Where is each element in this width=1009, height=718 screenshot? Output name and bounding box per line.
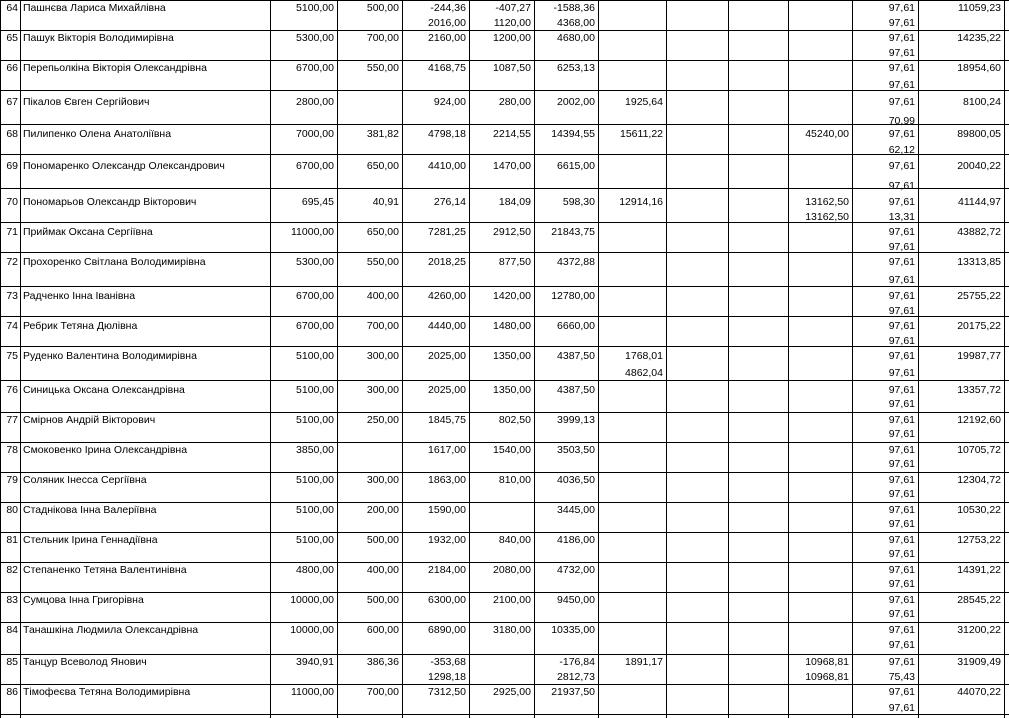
cell-col-5[interactable]: 4410,00 — [428, 160, 466, 172]
cell-col-3[interactable]: 3850,00 — [296, 444, 334, 456]
cell-employee-name[interactable]: Сумцова Інна Григорівна — [23, 594, 144, 606]
cell-col-7[interactable]: 4036,50 — [557, 474, 595, 486]
cell-row-number[interactable]: 82 — [6, 564, 18, 576]
cell-col-3[interactable]: 6700,00 — [296, 62, 334, 74]
cell-row-number[interactable]: 67 — [6, 96, 18, 108]
cell-employee-name[interactable]: Смірнов Андрій Вікторович — [23, 414, 156, 426]
cell-employee-name[interactable]: Стельник Ірина Геннадіївна — [23, 534, 158, 546]
subcell-col-12[interactable]: 97,61 — [888, 488, 915, 500]
cell-col-5[interactable]: 4260,00 — [428, 290, 466, 302]
cell-col-5[interactable]: 4440,00 — [428, 320, 466, 332]
cell-col-4[interactable]: 600,00 — [366, 624, 399, 636]
cell-col-5[interactable]: 1932,00 — [428, 534, 466, 546]
cell-col-4[interactable]: 650,00 — [366, 226, 399, 238]
cell-col-7[interactable]: 10335,00 — [551, 624, 595, 636]
cell-employee-name[interactable]: Ребрик Тетяна Дюлівна — [23, 320, 138, 332]
cell-employee-name[interactable]: Пономарьов Олександр Вікторович — [23, 196, 197, 208]
cell-col-4[interactable]: 700,00 — [366, 32, 399, 44]
row-gridline — [0, 472, 1009, 473]
cell-col-7[interactable]: 3503,50 — [557, 444, 595, 456]
cell-col-4[interactable]: 700,00 — [366, 686, 399, 698]
cell-row-number[interactable]: 71 — [6, 226, 18, 238]
cell-col-4[interactable]: 300,00 — [366, 384, 399, 396]
cell-col-6[interactable]: 877,50 — [498, 256, 531, 268]
cell-col-8[interactable]: 12914,16 — [619, 196, 663, 208]
cell-col-12[interactable]: 97,61 — [888, 96, 915, 108]
cell-employee-name[interactable]: Смоковенко Ірина Олександрівна — [23, 444, 188, 456]
cell-row-number[interactable]: 74 — [6, 320, 18, 332]
cell-col-6[interactable]: 1350,00 — [493, 350, 531, 362]
cell-col-6[interactable]: 1470,00 — [493, 160, 531, 172]
cell-col-13-total[interactable]: 12753,22 — [957, 534, 1001, 546]
subcell-col-12[interactable]: 97,61 — [888, 367, 915, 379]
cell-col-11[interactable]: 10968,81 — [805, 656, 849, 668]
subcell-col-12[interactable]: 62,12 — [888, 144, 915, 156]
cell-col-3[interactable]: 695,45 — [301, 196, 334, 208]
cell-col-4[interactable]: 500,00 — [366, 2, 399, 14]
cell-row-number[interactable]: 70 — [6, 196, 18, 208]
subcell-col-12[interactable]: 97,61 — [888, 274, 915, 286]
cell-col-6[interactable]: 1200,00 — [493, 32, 531, 44]
cell-col-3[interactable]: 5100,00 — [296, 384, 334, 396]
cell-col-12[interactable]: 97,61 — [888, 128, 915, 140]
cell-col-7[interactable]: -1588,36 — [553, 2, 595, 14]
cell-col-13-total[interactable]: 19987,77 — [957, 350, 1001, 362]
cell-col-7[interactable]: 9450,00 — [557, 594, 595, 606]
cell-col-13-total[interactable]: 8100,24 — [963, 96, 1001, 108]
cell-col-11[interactable]: 13162,50 — [805, 196, 849, 208]
cell-col-7[interactable]: 2002,00 — [557, 96, 595, 108]
cell-col-4[interactable]: 500,00 — [366, 594, 399, 606]
cell-col-6[interactable]: 3180,00 — [493, 624, 531, 636]
subcell-col-12[interactable]: 97,61 — [888, 305, 915, 317]
cell-col-3[interactable]: 6700,00 — [296, 320, 334, 332]
cell-col-13-total[interactable]: 31200,22 — [957, 624, 1001, 636]
subcell-col-12[interactable]: 97,61 — [888, 398, 915, 410]
subcell-col-12[interactable]: 97,61 — [888, 241, 915, 253]
cell-col-5[interactable]: 924,00 — [433, 96, 466, 108]
cell-employee-name[interactable]: Стаднікова Інна Валеріївна — [23, 504, 157, 516]
subcell-col-12[interactable]: 97,61 — [888, 335, 915, 347]
cell-employee-name[interactable]: Перепьолкіна Вікторія Олександрівна — [23, 62, 207, 74]
cell-col-3[interactable]: 4800,00 — [296, 564, 334, 576]
subcell-col-12[interactable]: 97,61 — [888, 608, 915, 620]
row-gridline — [0, 412, 1009, 413]
column-gridline — [728, 0, 729, 718]
cell-col-3[interactable]: 10000,00 — [290, 594, 334, 606]
cell-col-5[interactable]: -353,68 — [430, 656, 466, 668]
row-gridline — [0, 532, 1009, 533]
cell-col-5[interactable]: 2025,00 — [428, 350, 466, 362]
cell-col-7[interactable]: 12780,00 — [551, 290, 595, 302]
cell-col-7[interactable]: 4680,00 — [557, 32, 595, 44]
cell-employee-name[interactable]: Соляник Інесса Сергіївна — [23, 474, 147, 486]
cell-col-8[interactable]: 1891,17 — [625, 656, 663, 668]
cell-row-number[interactable]: 66 — [6, 62, 18, 74]
cell-col-5[interactable]: 7281,25 — [428, 226, 466, 238]
row-gridline — [0, 714, 1009, 715]
subcell-col-12[interactable]: 97,61 — [888, 578, 915, 590]
cell-col-6[interactable]: 184,09 — [498, 196, 531, 208]
cell-col-3[interactable]: 5100,00 — [296, 504, 334, 516]
cell-col-13-total[interactable]: 13357,72 — [957, 384, 1001, 396]
cell-col-13-total[interactable]: 12192,60 — [957, 414, 1001, 426]
cell-col-7[interactable]: 21843,75 — [551, 226, 595, 238]
cell-col-13-total[interactable]: 20175,22 — [957, 320, 1001, 332]
cell-row-number[interactable]: 83 — [6, 594, 18, 606]
row-gridline — [0, 286, 1009, 287]
row-gridline — [0, 442, 1009, 443]
subcell-col-12[interactable]: 97,61 — [888, 518, 915, 530]
cell-col-4[interactable]: 650,00 — [366, 160, 399, 172]
cell-col-6[interactable]: 840,00 — [498, 534, 531, 546]
cell-col-6[interactable]: 2925,00 — [493, 686, 531, 698]
cell-col-3[interactable]: 5100,00 — [296, 534, 334, 546]
cell-col-6[interactable]: 1540,00 — [493, 444, 531, 456]
subcell-col-5[interactable]: 2016,00 — [428, 17, 466, 29]
cell-col-7[interactable]: 6615,00 — [557, 160, 595, 172]
cell-col-3[interactable]: 5100,00 — [296, 414, 334, 426]
cell-col-4[interactable]: 500,00 — [366, 534, 399, 546]
cell-row-number[interactable]: 81 — [6, 534, 18, 546]
cell-col-6[interactable]: 280,00 — [498, 96, 531, 108]
cell-row-number[interactable]: 72 — [6, 256, 18, 268]
cell-col-7[interactable]: 6253,13 — [557, 62, 595, 74]
cell-col-6[interactable]: 2100,00 — [493, 594, 531, 606]
cell-employee-name[interactable]: Танашкіна Людмила Олександрівна — [23, 624, 199, 636]
cell-col-3[interactable]: 10000,00 — [290, 624, 334, 636]
cell-col-8[interactable]: 15611,22 — [619, 128, 663, 140]
cell-col-5[interactable]: 276,14 — [433, 196, 466, 208]
cell-col-6[interactable]: 802,50 — [498, 414, 531, 426]
cell-col-12[interactable]: 97,61 — [888, 534, 915, 546]
cell-col-13-total[interactable]: 18954,60 — [957, 62, 1001, 74]
cell-col-12[interactable]: 97,61 — [888, 160, 915, 172]
subcell-col-6[interactable]: 1120,00 — [493, 17, 531, 29]
cell-col-13-total[interactable]: 44070,22 — [957, 686, 1001, 698]
cell-col-4[interactable]: 300,00 — [366, 474, 399, 486]
cell-col-13-total[interactable]: 31909,49 — [957, 656, 1001, 668]
cell-col-12[interactable]: 97,61 — [888, 226, 915, 238]
cell-col-3[interactable]: 3940,91 — [296, 656, 334, 668]
subcell-col-7[interactable]: 2812,73 — [557, 671, 595, 683]
cell-col-3[interactable]: 6700,00 — [296, 290, 334, 302]
cell-col-7[interactable]: 4372,88 — [557, 256, 595, 268]
cell-col-8[interactable]: 1768,01 — [625, 350, 663, 362]
cell-col-13-total[interactable]: 28545,22 — [957, 594, 1001, 606]
subcell-col-7[interactable]: 4368,00 — [557, 17, 595, 29]
cell-col-13-total[interactable]: 89800,05 — [957, 128, 1001, 140]
cell-row-number[interactable]: 85 — [6, 656, 18, 668]
cell-col-3[interactable]: 11000,00 — [290, 686, 334, 698]
cell-employee-name[interactable]: Радченко Інна Іванівна — [23, 290, 136, 302]
cell-employee-name[interactable]: Руденко Валентина Володимирівна — [23, 350, 197, 362]
cell-row-number[interactable]: 68 — [6, 128, 18, 140]
cell-employee-name[interactable]: Пашнєва Лариса Михайлівна — [23, 2, 166, 14]
cell-col-13-total[interactable]: 25755,22 — [957, 290, 1001, 302]
row-gridline — [0, 60, 1009, 61]
cell-col-13-total[interactable]: 14235,22 — [957, 32, 1001, 44]
cell-col-6[interactable]: 810,00 — [498, 474, 531, 486]
cell-employee-name[interactable]: Синицька Оксана Олександрівна — [23, 384, 185, 396]
cell-col-5[interactable]: 6300,00 — [428, 594, 466, 606]
cell-col-6[interactable]: 1480,00 — [493, 320, 531, 332]
cell-employee-name[interactable]: Танцур Всеволод Янович — [23, 656, 147, 668]
cell-col-4[interactable]: 250,00 — [366, 414, 399, 426]
cell-row-number[interactable]: 73 — [6, 290, 18, 302]
row-gridline — [0, 592, 1009, 593]
cell-col-13-total[interactable]: 20040,22 — [957, 160, 1001, 172]
subcell-col-12[interactable]: 75,43 — [888, 671, 915, 683]
cell-row-number[interactable]: 76 — [6, 384, 18, 396]
cell-col-13-total[interactable]: 11059,23 — [957, 2, 1001, 14]
row-gridline — [0, 502, 1009, 503]
cell-col-7[interactable]: 4387,50 — [557, 350, 595, 362]
row-gridline — [0, 684, 1009, 685]
cell-row-number[interactable]: 86 — [6, 686, 18, 698]
row-gridline — [0, 0, 1009, 1]
cell-col-4[interactable]: 40,91 — [372, 196, 399, 208]
row-gridline — [0, 622, 1009, 623]
cell-col-13-total[interactable]: 41144,97 — [957, 196, 1001, 208]
cell-col-13-total[interactable]: 10705,72 — [957, 444, 1001, 456]
cell-row-number[interactable]: 84 — [6, 624, 18, 636]
cell-col-12[interactable]: 97,61 — [888, 62, 915, 74]
cell-col-13-total[interactable]: 13313,85 — [957, 256, 1001, 268]
cell-col-5[interactable]: 1590,00 — [428, 504, 466, 516]
cell-col-6[interactable]: 1350,00 — [493, 384, 531, 396]
row-gridline — [0, 654, 1009, 655]
cell-col-12[interactable]: 97,61 — [888, 564, 915, 576]
cell-row-number[interactable]: 78 — [6, 444, 18, 456]
cell-col-12[interactable]: 97,61 — [888, 624, 915, 636]
column-gridline — [788, 0, 789, 718]
cell-row-number[interactable]: 69 — [6, 160, 18, 172]
cell-col-3[interactable]: 5100,00 — [296, 350, 334, 362]
cell-col-3[interactable]: 5300,00 — [296, 32, 334, 44]
cell-row-number[interactable]: 75 — [6, 350, 18, 362]
subcell-col-11[interactable]: 13162,50 — [805, 211, 849, 223]
cell-col-5[interactable]: 1845,75 — [428, 414, 466, 426]
subcell-col-8[interactable]: 4862,04 — [625, 367, 663, 379]
subcell-col-12[interactable]: 97,61 — [888, 79, 915, 91]
cell-col-12[interactable]: 97,61 — [888, 320, 915, 332]
cell-col-3[interactable]: 2800,00 — [296, 96, 334, 108]
cell-row-number[interactable]: 79 — [6, 474, 18, 486]
cell-col-5[interactable]: 4798,18 — [428, 128, 466, 140]
cell-col-12[interactable]: 97,61 — [888, 2, 915, 14]
cell-col-3[interactable]: 11000,00 — [290, 226, 334, 238]
cell-col-7[interactable]: 14394,55 — [551, 128, 595, 140]
cell-col-5[interactable]: 4168,75 — [428, 62, 466, 74]
cell-employee-name[interactable]: Пікалов Євген Сергійович — [23, 96, 150, 108]
cell-col-11[interactable]: 45240,00 — [805, 128, 849, 140]
cell-row-number[interactable]: 77 — [6, 414, 18, 426]
cell-col-12[interactable]: 97,61 — [888, 384, 915, 396]
cell-col-12[interactable]: 97,61 — [888, 444, 915, 456]
cell-col-7[interactable]: 3445,00 — [557, 504, 595, 516]
cell-col-5[interactable]: 2184,00 — [428, 564, 466, 576]
cell-col-4[interactable]: 400,00 — [366, 564, 399, 576]
cell-employee-name[interactable]: Пашук Вікторія Володимирівна — [23, 32, 174, 44]
subcell-col-12[interactable]: 97,61 — [888, 428, 915, 440]
cell-col-12[interactable]: 97,61 — [888, 32, 915, 44]
cell-col-3[interactable]: 7000,00 — [296, 128, 334, 140]
cell-col-7[interactable]: 598,30 — [562, 196, 595, 208]
cell-row-number[interactable]: 80 — [6, 504, 18, 516]
subcell-col-12[interactable]: 97,61 — [888, 458, 915, 470]
cell-col-13-total[interactable]: 10530,22 — [957, 504, 1001, 516]
cell-col-7[interactable]: 3999,13 — [557, 414, 595, 426]
subcell-col-12[interactable]: 97,61 — [888, 180, 915, 192]
cell-employee-name[interactable]: Прохоренко Світлана Володимирівна — [23, 256, 206, 268]
cell-employee-name[interactable]: Пилипенко Олена Анатоліївна — [23, 128, 172, 140]
cell-col-12[interactable]: 97,61 — [888, 350, 915, 362]
cell-employee-name[interactable]: Пономаренко Олександр Олександрович — [23, 160, 225, 172]
cell-col-6[interactable]: 1087,50 — [493, 62, 531, 74]
cell-col-5[interactable]: -244,36 — [430, 2, 466, 14]
subcell-col-12[interactable]: 97,61 — [888, 17, 915, 29]
row-gridline — [0, 30, 1009, 31]
cell-col-12[interactable]: 97,61 — [888, 594, 915, 606]
cell-employee-name[interactable]: Степаненко Тетяна Валентинівна — [23, 564, 187, 576]
cell-col-5[interactable]: 2160,00 — [428, 32, 466, 44]
cell-col-8[interactable]: 1925,64 — [625, 96, 663, 108]
row-gridline — [0, 380, 1009, 381]
cell-col-7[interactable]: 4732,00 — [557, 564, 595, 576]
cell-col-13-total[interactable]: 14391,22 — [957, 564, 1001, 576]
cell-col-12[interactable]: 97,61 — [888, 290, 915, 302]
cell-col-4[interactable]: 550,00 — [366, 256, 399, 268]
cell-col-4[interactable]: 700,00 — [366, 320, 399, 332]
cell-col-12[interactable]: 97,61 — [888, 474, 915, 486]
cell-col-5[interactable]: 1863,00 — [428, 474, 466, 486]
cell-col-13-total[interactable]: 43882,72 — [957, 226, 1001, 238]
cell-employee-name[interactable]: Тімофеєва Тетяна Володимирівна — [23, 686, 191, 698]
cell-col-12[interactable]: 97,61 — [888, 656, 915, 668]
cell-col-4[interactable]: 381,82 — [366, 128, 399, 140]
cell-col-12[interactable]: 97,61 — [888, 686, 915, 698]
cell-col-13-total[interactable]: 12304,72 — [957, 474, 1001, 486]
cell-col-6[interactable]: 1420,00 — [493, 290, 531, 302]
cell-col-4[interactable]: 550,00 — [366, 62, 399, 74]
cell-col-5[interactable]: 1617,00 — [428, 444, 466, 456]
cell-col-6[interactable]: -407,27 — [495, 2, 531, 14]
cell-col-6[interactable]: 2214,55 — [493, 128, 531, 140]
cell-col-4[interactable]: 386,36 — [366, 656, 399, 668]
row-gridline — [0, 562, 1009, 563]
cell-col-6[interactable]: 2912,50 — [493, 226, 531, 238]
cell-col-4[interactable]: 300,00 — [366, 350, 399, 362]
subcell-col-12[interactable]: 97,61 — [888, 548, 915, 560]
cell-col-3[interactable]: 5300,00 — [296, 256, 334, 268]
cell-col-5[interactable]: 2025,00 — [428, 384, 466, 396]
subcell-col-5[interactable]: 1298,18 — [428, 671, 466, 683]
cell-col-12[interactable]: 97,61 — [888, 504, 915, 516]
column-gridline — [666, 0, 667, 718]
subcell-col-11[interactable]: 10968,81 — [805, 671, 849, 683]
subcell-col-12[interactable]: 13,31 — [888, 211, 915, 223]
cell-col-7[interactable]: 4186,00 — [557, 534, 595, 546]
cell-col-7[interactable]: 6660,00 — [557, 320, 595, 332]
subcell-col-12[interactable]: 97,61 — [888, 639, 915, 651]
cell-employee-name[interactable]: Приймак Оксана Сергіївна — [23, 226, 153, 238]
cell-col-12[interactable]: 97,61 — [888, 414, 915, 426]
cell-col-7[interactable]: 21937,50 — [551, 686, 595, 698]
cell-col-5[interactable]: 7312,50 — [428, 686, 466, 698]
cell-col-7[interactable]: 4387,50 — [557, 384, 595, 396]
cell-col-3[interactable]: 6700,00 — [296, 160, 334, 172]
cell-col-6[interactable]: 2080,00 — [493, 564, 531, 576]
cell-col-12[interactable]: 97,61 — [888, 256, 915, 268]
cell-col-4[interactable]: 200,00 — [366, 504, 399, 516]
cell-col-5[interactable]: 2018,25 — [428, 256, 466, 268]
cell-row-number[interactable]: 64 — [6, 2, 18, 14]
cell-row-number[interactable]: 65 — [6, 32, 18, 44]
cell-col-3[interactable]: 5100,00 — [296, 2, 334, 14]
column-gridline — [1004, 0, 1005, 718]
cell-col-12[interactable]: 97,61 — [888, 196, 915, 208]
subcell-col-12[interactable]: 70,99 — [888, 115, 915, 127]
subcell-col-12[interactable]: 97,61 — [888, 702, 915, 714]
subcell-col-12[interactable]: 97,61 — [888, 47, 915, 59]
cell-col-5[interactable]: 6890,00 — [428, 624, 466, 636]
cell-col-4[interactable]: 400,00 — [366, 290, 399, 302]
cell-col-7[interactable]: -176,84 — [559, 656, 595, 668]
cell-col-3[interactable]: 5100,00 — [296, 474, 334, 486]
